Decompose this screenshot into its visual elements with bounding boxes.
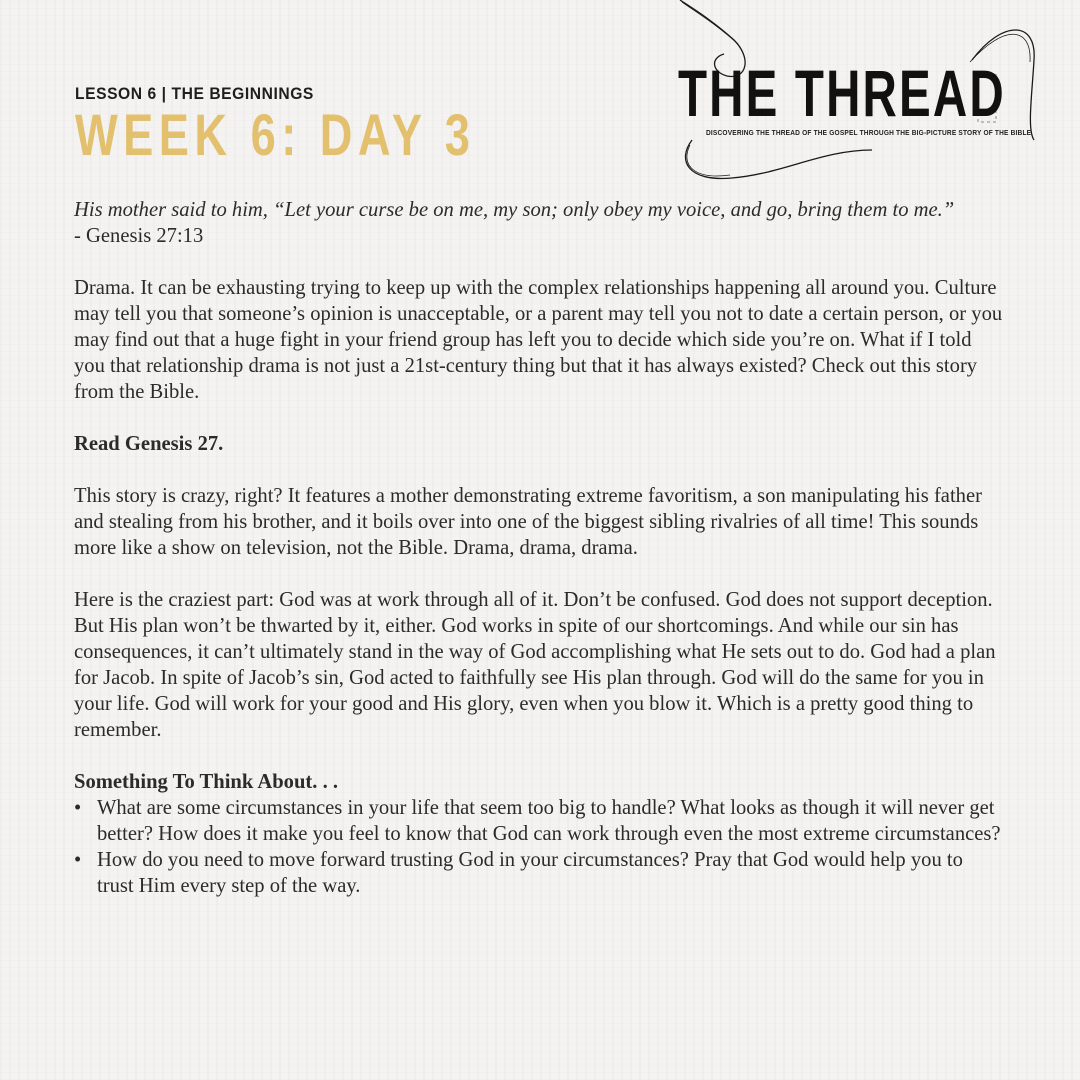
paragraph-main-point: Here is the craziest part: God was at work through all of it. Don’t be confused. God does not support deception. But His plan won’t be thwarted by it, either. God works in spite of our shortcomings. And while our sin has consequences, it can’t ultimately stand in the way of God accomplishing what He sets out to do. God had a plan for Jacob. In spite of Jacob’s sin, God acted to faithfully see His plan through. God will do the same for you in your life. God will work for your good and His glory, even when you blow it. Which is a pretty good thing to remember. [74,589,996,741]
list-item-text: What are some circumstances in your life that seem too big to handle? What looks as though it will never get better? How does it make you feel to know that God can work through even the most extreme circumstances? [97,797,1001,845]
paragraph-story: This story is crazy, right? It features a mother demonstrating extreme favoritism, a son manipulating his father and stealing from his brother, and it boils over into one of the biggest sibling rivalries of all time! This sounds more like a show on television, not the Bible. Drama, drama, drama. [74,485,982,559]
read-instruction: Read Genesis 27. [74,433,224,455]
list-item-text: How do you need to move forward trusting God in your circumstances? Pray that God would help you to trust Him every step of the way. [97,849,963,897]
page-header [75,84,588,166]
think-heading: Something To Think About. . . [74,771,339,793]
bullet-icon: • [74,849,82,871]
list-item [74,847,1004,899]
logo-title: THE THREAD [678,56,1006,130]
scripture-citation: - Genesis 27:13 [74,225,204,247]
week-title: WEEK 6: DAY 3 [75,103,476,168]
paragraph-intro: Drama. It can be exhausting trying to keep up with the complex relationships happening all around you. Culture may tell you that someone’s opinion is unacceptable, or a parent may tell you not to date a certain person, or you may find out that a huge fight in your friend group has left you to decide which side you’re on. What if I told you that relationship drama is not just a 21st-century thing but that it has always existed? Check out this story from the Bible. [74,277,1003,403]
reflection-list [74,795,1004,899]
devotional-content [74,197,1004,899]
lesson-label: LESSON 6 | THE BEGINNINGS [75,84,314,103]
bullet-icon: • [74,797,82,819]
scripture-quote: His mother said to him, “Let your curse be on me, my son; only obey my voice, and go, bring them to me.” [74,199,955,221]
the-thread-logo [672,0,1047,190]
list-item [74,795,1004,847]
logo-tagline: DISCOVERING THE THREAD OF THE GOSPEL THROUGH THE BIG-PICTURE STORY OF THE BIBLE [706,128,1032,137]
